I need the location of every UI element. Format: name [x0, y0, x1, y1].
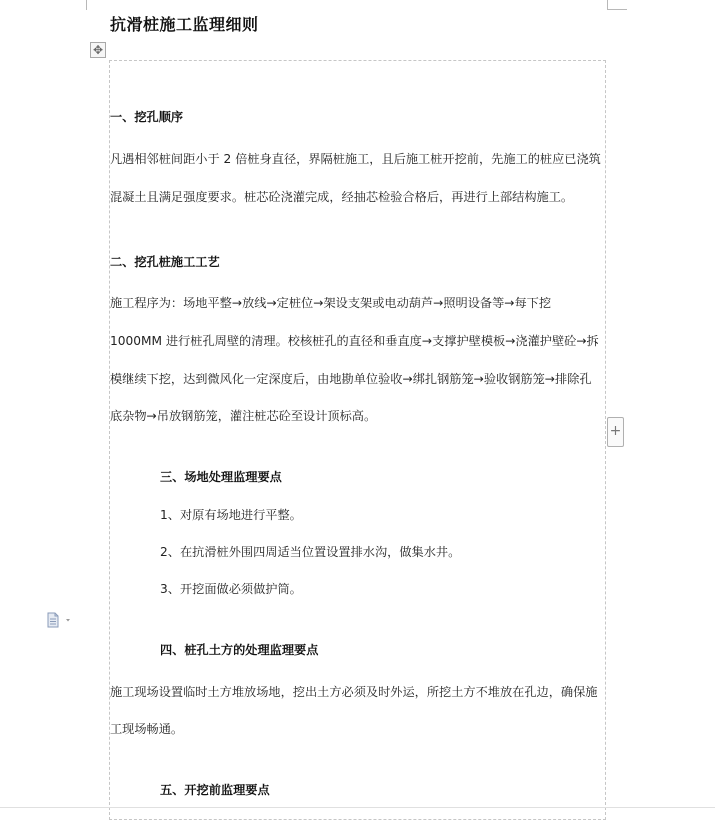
paragraph-line: 凡遇相邻桩间距小于 2 倍桩身直径，界隔桩施工，且后施工桩开挖前，先施工的桩应已浇筑	[110, 152, 601, 166]
paragraph-line: 混凝土且满足强度要求。桩芯砼浇灌完成，经抽芯检验合格后，再进行上部结构施工。	[110, 190, 574, 204]
section-heading-3: 三、场地处理监理要点	[160, 470, 282, 484]
page-corner-mark-top-left-v	[86, 0, 87, 10]
list-item: 2、在抗滑桩外围四周适当位置设置排水沟，做集水井。	[160, 545, 461, 559]
table-move-handle-icon[interactable]: ✥	[90, 42, 106, 58]
document-options-icon[interactable]	[45, 612, 75, 628]
paragraph-line: 施工程序为：场地平整→放线→定桩位→架设支架或电动葫芦→照明设备等→每下挖	[110, 296, 552, 310]
paragraph-line: 1000MM 进行桩孔周壁的清理。校核桩孔的直径和垂直度→支撑护壁模板→浇灌护壁砼→拆	[110, 334, 599, 348]
section-heading-1: 一、挖孔顺序	[110, 110, 184, 124]
document-page-icon	[45, 612, 75, 628]
document-title: 抗滑桩施工监理细则	[110, 15, 259, 34]
section-heading-4: 四、桩孔土方的处理监理要点	[160, 643, 319, 657]
list-item: 3、开挖面做必须做护筒。	[160, 582, 302, 596]
page-corner-mark-top-right-h	[607, 9, 627, 10]
chevron-down-icon	[66, 619, 70, 622]
list-item: 1、对原有场地进行平整。	[160, 508, 302, 522]
page-divider	[0, 807, 715, 808]
section-heading-2: 二、挖孔桩施工工艺	[110, 255, 220, 269]
paragraph-line: 模继续下挖，达到微风化一定深度后，由地勘单位验收→绑扎钢筋笼→验收钢筋笼→排除孔	[110, 372, 592, 386]
paragraph-line: 工现场畅通。	[110, 722, 184, 736]
section-heading-5: 五、开挖前监理要点	[160, 783, 270, 797]
paragraph-line: 底杂物→吊放钢筋笼，灌注桩芯砼至设计顶标高。	[110, 409, 377, 423]
table-frame	[109, 60, 606, 820]
add-column-button[interactable]: +	[607, 417, 624, 447]
paragraph-line: 施工现场设置临时土方堆放场地，挖出土方必须及时外运，所挖土方不堆放在孔边，确保施	[110, 685, 598, 699]
